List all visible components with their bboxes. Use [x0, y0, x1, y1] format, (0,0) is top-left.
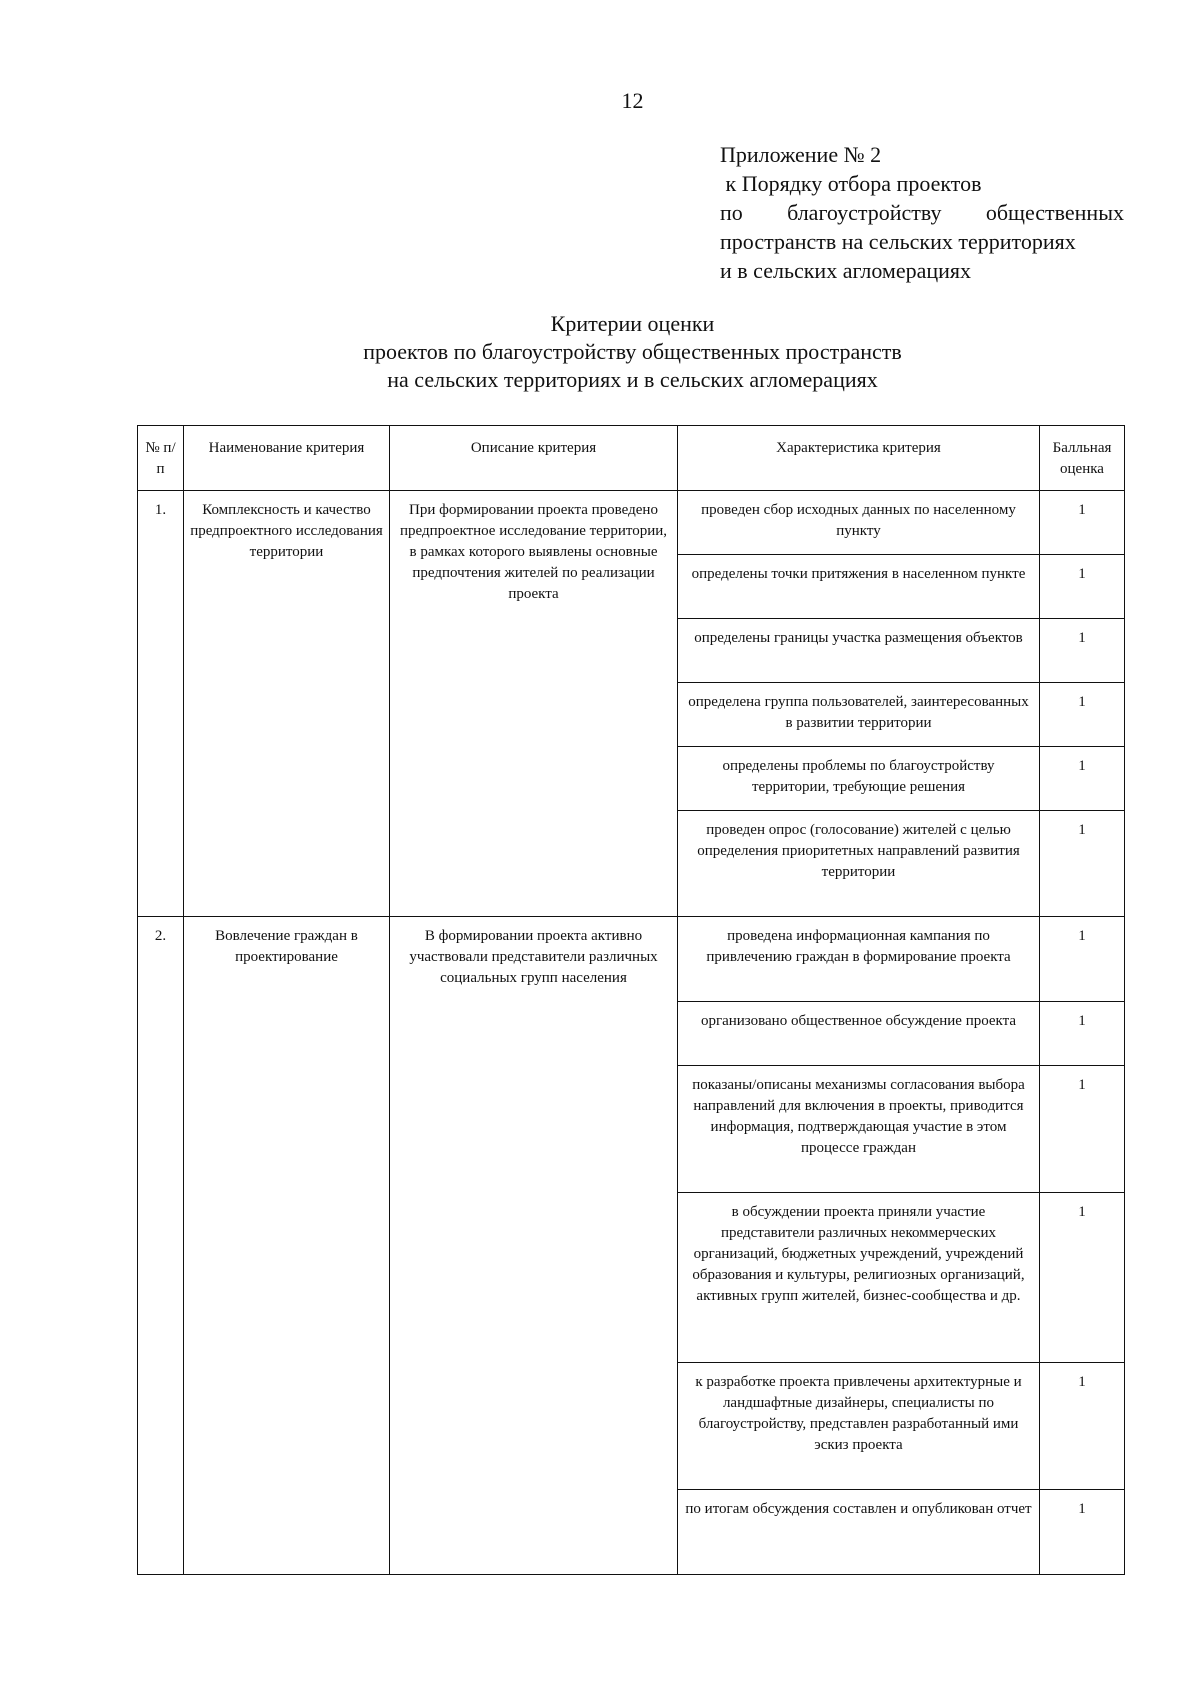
criterion-description: В формировании проекта активно участвовали представители различных социальных групп населения: [390, 917, 678, 1575]
criterion-name: Вовлечение граждан в проектирование: [184, 917, 390, 1575]
header-description: Описание критерия: [390, 426, 678, 491]
criterion-name: Комплексность и качество предпроектного исследования территории: [184, 491, 390, 917]
criterion-description: При формировании проекта проведено предпроектное исследование территории, в рамках которого выявлены основные предпочтения жителей по реализации проекта: [390, 491, 678, 917]
table-header-row: [138, 426, 1125, 491]
document-title: [0, 310, 1200, 394]
characteristic-cell: организовано общественное обсуждение проекта: [678, 1002, 1040, 1066]
score-cell: 1: [1040, 1193, 1125, 1363]
characteristic-cell: проведена информационная кампания по привлечению граждан в формирование проекта: [678, 917, 1040, 1002]
characteristic-cell: определены точки притяжения в населенном пункте: [678, 555, 1040, 619]
characteristic-cell: в обсуждении проекта приняли участие представители различных некоммерческих организаций, бюджетных учреждений, учреждений образования и культуры, религиозных организаций, активных групп жителей, бизнес-сообщества и др.: [678, 1193, 1040, 1363]
characteristic-cell: проведен сбор исходных данных по населенному пункту: [678, 491, 1040, 555]
table-row: [138, 491, 1125, 555]
criterion-num: 1.: [138, 491, 184, 917]
score-cell: 1: [1040, 491, 1125, 555]
score-cell: 1: [1040, 1363, 1125, 1490]
appendix-line: пространств на сельских территориях: [720, 229, 1076, 254]
characteristic-cell: показаны/описаны механизмы согласования выбора направлений для включения в проекты, приводится информация, подтверждающая участие в этом процессе граждан: [678, 1066, 1040, 1193]
criteria-table: [137, 425, 1125, 1575]
score-cell: 1: [1040, 683, 1125, 747]
header-score: Балльная оценка: [1040, 426, 1125, 491]
appendix-line: Приложение № 2: [720, 142, 882, 167]
score-cell: 1: [1040, 1066, 1125, 1193]
score-cell: 1: [1040, 619, 1125, 683]
characteristic-cell: по итогам обсуждения составлен и опубликован отчет: [678, 1490, 1040, 1575]
characteristic-cell: определена группа пользователей, заинтересованных в развитии территории: [678, 683, 1040, 747]
characteristic-cell: проведен опрос (голосование) жителей с целью определения приоритетных направлений развития территории: [678, 811, 1040, 917]
title-line: проектов по благоустройству общественных пространств: [363, 339, 902, 364]
header-num: № п/п: [138, 426, 184, 491]
appendix-line: к Порядку отбора проектов: [720, 171, 982, 196]
score-cell: 1: [1040, 917, 1125, 1002]
criterion-num: 2.: [138, 917, 184, 1575]
header-name: Наименование критерия: [184, 426, 390, 491]
characteristic-cell: определены границы участка размещения объектов: [678, 619, 1040, 683]
page-number: 12: [621, 88, 644, 113]
table-row: [138, 917, 1125, 1002]
score-cell: 1: [1040, 1490, 1125, 1575]
title-line: Критерии оценки: [550, 311, 715, 336]
characteristic-cell: к разработке проекта привлечены архитектурные и ландшафтные дизайнеры, специалисты по благоустройству, представлен разработанный ими эскиз проекта: [678, 1363, 1040, 1490]
header-characteristic: Характеристика критерия: [678, 426, 1040, 491]
score-cell: 1: [1040, 811, 1125, 917]
score-cell: 1: [1040, 555, 1125, 619]
appendix-header: [720, 140, 1124, 285]
appendix-line: и в сельских агломерациях: [720, 258, 972, 283]
appendix-line: по благоустройству общественных: [720, 200, 1124, 225]
score-cell: 1: [1040, 1002, 1125, 1066]
title-line: на сельских территориях и в сельских агломерациях: [387, 367, 878, 392]
characteristic-cell: определены проблемы по благоустройству территории, требующие решения: [678, 747, 1040, 811]
score-cell: 1: [1040, 747, 1125, 811]
